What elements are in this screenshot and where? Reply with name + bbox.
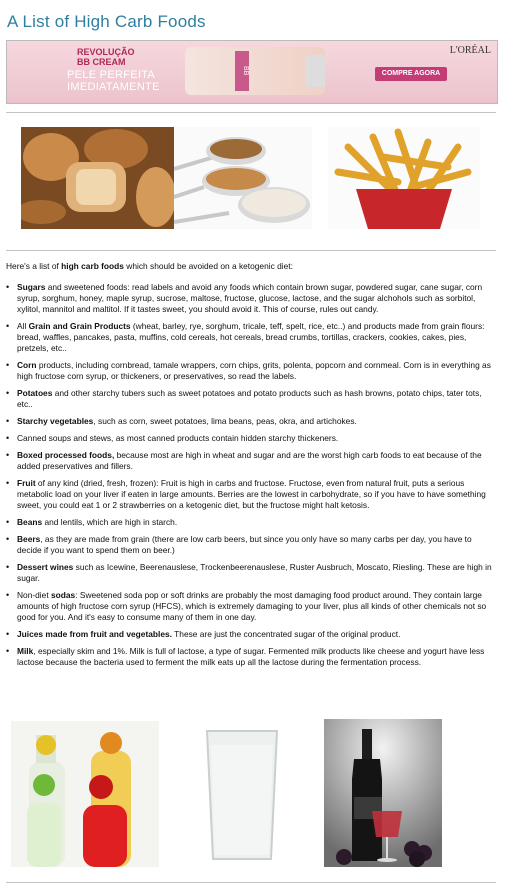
item-term: Sugars: [17, 282, 46, 292]
item-term: Corn: [17, 360, 37, 370]
item-description: (wheat, barley, rye, sorghum, tricale, teff, spelt, rice, etc..) and products made from grain flours: bread, waffles, pancakes, pasta, muffins, cold cereals, hot cereals, bread crumbs, tortillas, crackers, cookies, cakes, pies, pretzels, etc..: [17, 321, 485, 353]
item-description: , such as corn, sweet potatoes, lima beans, peas, okra, and artichokes.: [93, 416, 357, 426]
tube-label: BB: [235, 51, 249, 91]
item-term: Boxed processed foods,: [17, 450, 115, 460]
item-term: Dessert wines: [17, 562, 74, 572]
item-prefix: Non-diet: [17, 590, 51, 600]
ad-headline: REVOLUÇÃO: [77, 47, 135, 57]
list-item: [6, 590, 492, 623]
item-description: These are just the concentrated sugar of the original product.: [172, 629, 401, 639]
list-item: [6, 534, 492, 556]
intro-text-end: which should be avoided on a ketogenic diet:: [123, 261, 293, 271]
item-prefix: All: [17, 321, 29, 331]
item-term: sodas: [50, 590, 76, 600]
item-term: Starchy vegetables: [17, 416, 94, 426]
item-description: Canned soups and stews, as most canned products contain hidden starchy thickeners.: [17, 433, 339, 443]
item-description: because most are high in wheat and sugar and are the worst high carb foods to eat because of the added preservatives and fillers.: [17, 450, 482, 471]
bb-cream-tube-image: [185, 47, 325, 95]
list-item: [6, 629, 492, 640]
item-description: of any kind (dried, fresh, frozen): Fruit is high in carbs and fructose. Fructose, even from natural fruit, puts a serious metabolic load on your liver if eaten in large amounts. Berries are the lowest in carbohydrate, so if you have to have something sweet, you could eat 1 or 2 strawberries on a ketogenic diet, but the fructose might halt ketosis.: [17, 478, 486, 510]
item-description: such as Icewine, Beerenauslese, Trockenbeerenauslese, Ruster Ausbruch, Moscato, Riesling. These are high in sugar.: [17, 562, 492, 583]
soda-bottles-photo: [11, 721, 159, 867]
wine-bottle-photo: [324, 719, 442, 867]
intro-text: Here's a list of: [6, 261, 62, 271]
item-description: , especially skim and 1%. Milk is full of lactose, a type of sugar. Fermented milk products like cheese and yogurt have less lactose because the bacteria used to ferment the milk eats up all the lactose during the fermentation process.: [17, 646, 485, 667]
ad-product-name: BB CREAM: [77, 57, 126, 67]
item-description: and other starchy tubers such as sweet potatoes and potato products such as hash browns, potato chips, tater tots, etc..: [17, 388, 482, 409]
divider: [6, 882, 496, 883]
divider: [6, 250, 496, 251]
list-item: [6, 478, 492, 511]
buy-now-button[interactable]: COMPRE AGORA: [375, 67, 447, 81]
ad-tagline-1: PELE PERFEITA: [67, 69, 156, 81]
intro-emphasis: high carb foods: [61, 261, 124, 271]
advertisement-banner[interactable]: [6, 40, 498, 104]
french-fries-photo: [328, 127, 480, 229]
article-body: [6, 261, 492, 674]
list-item: [6, 646, 492, 668]
brand-logo: L'ORÉAL: [449, 45, 491, 56]
item-term: Fruit: [17, 478, 36, 488]
page-title: A List of High Carb Foods: [7, 12, 206, 31]
item-description: products, including cornbread, tamale wrappers, corn chips, grits, polenta, popcorn and cornmeal. Corn is in everything as high fructose corn syrup, or thickeners, or preservatives, so read the labels.: [17, 360, 491, 381]
list-item: [6, 433, 492, 444]
item-term: Beans: [17, 517, 43, 527]
list-item: [6, 450, 492, 472]
divider: [6, 112, 496, 113]
list-item: [6, 388, 492, 410]
item-term: Grain and Grain Products: [28, 321, 131, 331]
list-item: [6, 562, 492, 584]
tube-cap: [305, 55, 325, 87]
list-item: [6, 416, 492, 427]
item-term: Beers: [17, 534, 41, 544]
sugar-spoons-photo: [174, 127, 312, 229]
milk-glass-photo: [203, 727, 281, 865]
item-description: and lentils, which are high in starch.: [42, 517, 178, 527]
list-item: [6, 517, 492, 528]
high-carb-foods-list: [6, 282, 492, 668]
list-item: [6, 360, 492, 382]
item-term: Milk: [17, 646, 34, 656]
list-item: [6, 282, 492, 315]
intro-paragraph: [6, 261, 492, 272]
item-term: Juices made from fruit and vegetables.: [17, 629, 172, 639]
item-description: : Sweetened soda pop or soft drinks are probably the most damaging food product around. They contain large amounts of high fructose corn syrup (HFCS), which is extremely damaging to your liver, plus all kinds of other chemicals not so good for you. And it's easy to consume many of them in one day.: [17, 590, 487, 622]
list-item: [6, 321, 492, 354]
item-term: Potatoes: [17, 388, 53, 398]
bread-photo: [21, 127, 174, 229]
item-description: , as they are made from grain (there are low carb beers, but since you only have so many carbs per day, you have to decide if you want to spend them on beer.): [17, 534, 472, 555]
ad-tagline-2: IMEDIATAMENTE: [67, 81, 160, 93]
item-description: and sweetened foods: read labels and avoid any foods which contain brown sugar, powdered sugar, cane sugar, corn syrup, sorghum, honey, maple syrup, sucrose, maltose, fructose, glucose, lactose, and the sugar alchohols such as sorbitol, xylitol, mannitol and maltitol. If it tastes sweet, you should avoid it. This of course, rules out candy.: [17, 282, 483, 314]
